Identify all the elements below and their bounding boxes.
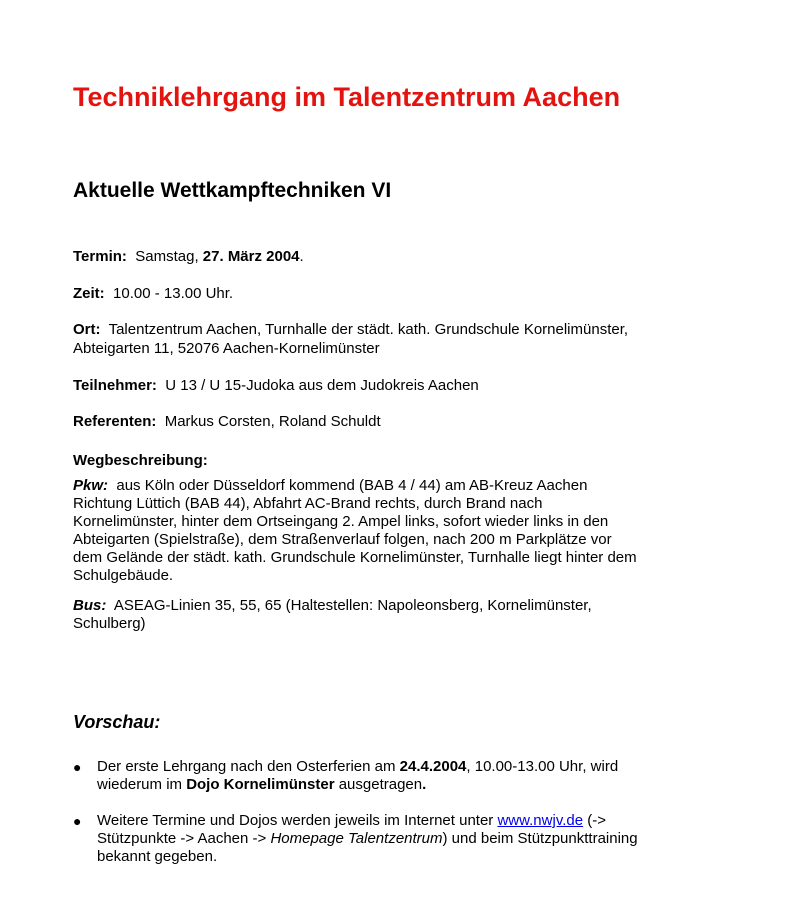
pkw-label: Pkw: [73, 477, 109, 494]
text-span: (-> [583, 812, 606, 829]
vorschau-item-1 [97, 758, 697, 794]
vorschau-item-2-line [97, 830, 697, 848]
wegbeschreibung-label: Wegbeschreibung: [73, 452, 208, 469]
bullet-icon: ● [73, 759, 82, 775]
pkw-line: Schulgebäude. [73, 567, 174, 584]
termin-date: 27. März 2004 [202, 248, 300, 265]
zeit-value: 10.00 - 13.00 Uhr. [113, 285, 234, 302]
termin-prefix: Samstag, [135, 248, 199, 265]
nwjv-link[interactable]: www.nwjv.de [497, 812, 584, 829]
zeit-label: Zeit: [73, 285, 105, 302]
teilnehmer-value: U 13 / U 15-Judoka aus dem Judokreis Aachen [165, 377, 479, 394]
dojo-name: Dojo Kornelimünster [186, 776, 335, 793]
referenten-value: Markus Corsten, Roland Schuldt [164, 413, 381, 430]
text-span: Weitere Termine und Dojos werden jeweils im Internet unter [97, 812, 498, 829]
teilnehmer-row [73, 377, 479, 395]
vorschau-item-2 [97, 812, 697, 866]
bus-line: Schulberg) [73, 615, 146, 632]
bus-label: Bus: [73, 597, 107, 614]
pkw-paragraph [73, 477, 693, 585]
teilnehmer-label: Teilnehmer: [73, 377, 157, 394]
bus-paragraph [73, 597, 693, 633]
vorschau-item-2-line: bekannt gegeben. [97, 848, 218, 865]
vorschau-item-2-line [97, 812, 697, 830]
zeit-row [73, 285, 233, 303]
page-title: Techniklehrgang im Talentzentrum Aachen [73, 82, 621, 112]
pkw-line [73, 477, 693, 495]
pkw-line: Kornelimünster, hinter dem Ortseingang 2. Ampel links, sofort wieder links in den [73, 513, 609, 530]
pkw-line: Richtung Lüttich (BAB 44), Abfahrt AC-Brand rechts, durch Brand nach [73, 495, 543, 512]
lehrgang-date: 24.4.2004 [399, 758, 467, 775]
text-span: . [422, 776, 427, 793]
text-span: Stützpunkte -> Aachen -> [97, 830, 271, 847]
termin-label: Termin: [73, 248, 127, 265]
text-span: Homepage Talentzentrum [270, 830, 443, 847]
pkw-line-text: aus Köln oder Düsseldorf kommend (BAB 4 / 44) am AB-Kreuz Aachen [116, 477, 588, 494]
text-span: ausgetragen [334, 776, 423, 793]
bullet-icon: ● [73, 813, 82, 829]
text-span: wiederum im [97, 776, 187, 793]
termin-row [73, 248, 304, 266]
ort-label: Ort: [73, 321, 101, 338]
referenten-label: Referenten: [73, 413, 157, 430]
termin-suffix: . [299, 248, 304, 265]
ort-line1: Talentzentrum Aachen, Turnhalle der städt. kath. Grundschule Kornelimünster, [108, 321, 629, 338]
bus-line-text: ASEAG-Linien 35, 55, 65 (Haltestellen: Napoleonsberg, Kornelimünster, [113, 597, 592, 614]
ort-row [73, 321, 628, 339]
page-subtitle: Aktuelle Wettkampftechniken VI [73, 179, 392, 202]
vorschau-item-1-line [97, 776, 697, 794]
ort-line2: Abteigarten 11, 52076 Aachen-Kornelimünster [73, 340, 380, 357]
pkw-line: Abteigarten (Spielstraße), dem Straßenverlauf folgen, nach 200 m Parkplätze vor [73, 531, 612, 548]
text-span: ) und beim Stützpunkttraining [442, 830, 638, 847]
bus-line [73, 597, 693, 615]
referenten-row [73, 413, 381, 431]
text-span: , 10.00-13.00 Uhr, wird [466, 758, 619, 775]
text-span: Der erste Lehrgang nach den Osterferien am [97, 758, 400, 775]
pkw-line: dem Gelände der städt. kath. Grundschule Kornelimünster, Turnhalle liegt hinter dem [73, 549, 637, 566]
vorschau-heading: Vorschau: [73, 712, 161, 732]
vorschau-item-1-line [97, 758, 697, 776]
